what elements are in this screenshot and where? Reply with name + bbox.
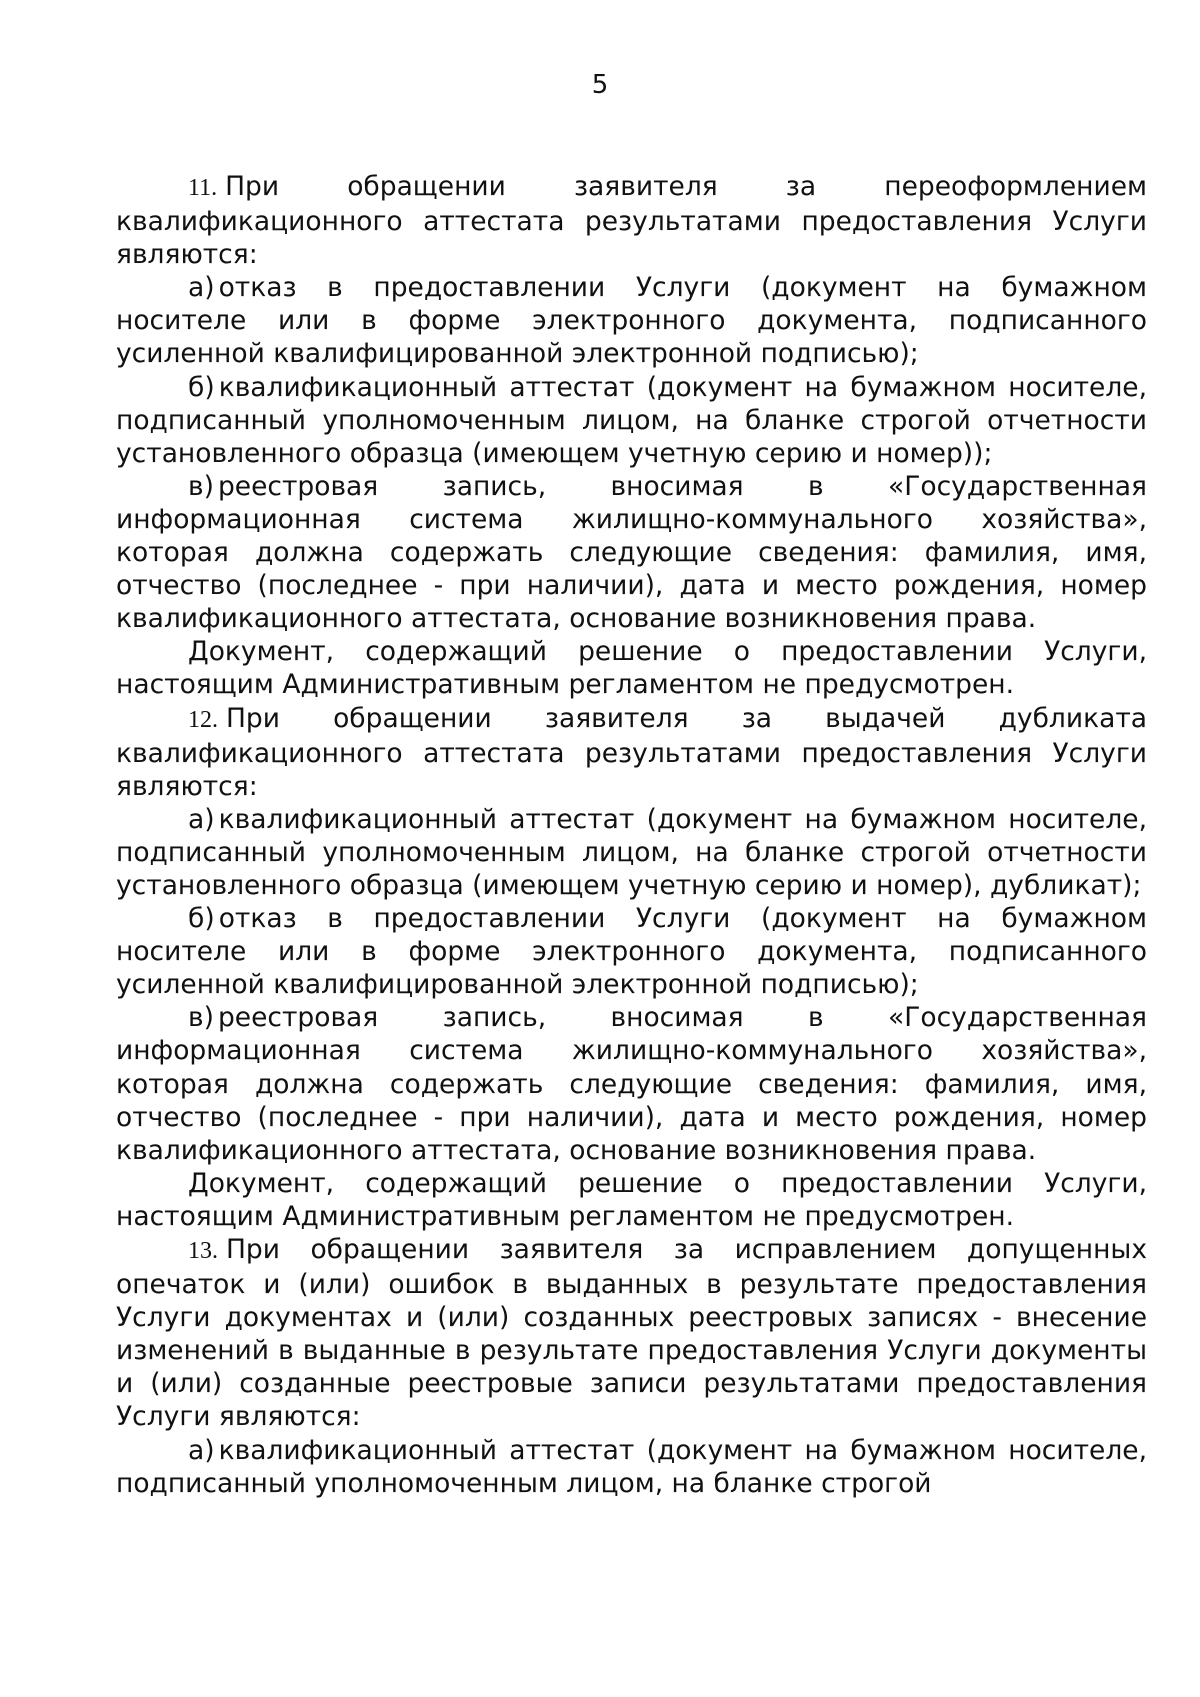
- document-body: [116, 170, 1147, 1500]
- subclause-marker: в): [188, 470, 214, 502]
- subclause-a: [116, 803, 1147, 902]
- subclause-b: [116, 371, 1147, 470]
- subclause-v: [116, 470, 1147, 635]
- page-number: 5: [591, 70, 609, 100]
- subclause-marker: а): [188, 803, 215, 835]
- subclause-text: отказ в предоставлении Услуги (документ на бумажном носителе или в форме электронного документа, подписанного усиленной квалифицированной электронной подписью);: [116, 272, 1147, 370]
- clause-number: 11.: [188, 175, 218, 201]
- note-text: Документ, содержащий решение о предоставлении Услуги, настоящим Административным регламентом не предусмотрен.: [116, 1167, 1147, 1232]
- subclause-text: реестровая запись, вносимая в «Государственная информационная система жилищно-коммунального хозяйства», которая должна содержать следующие сведения: фамилия, имя, отчество (последнее - при наличии), дата и место рождения, номер квалификационного аттестата, основание возникновения права.: [116, 470, 1147, 635]
- subclause-text: квалификационный аттестат (документ на бумажном носителе, подписанный уполномоченным лицом, на бланке строгой отчетности установленного образца (имеющем учетную серию и номер));: [116, 371, 1147, 469]
- clause-12: [116, 702, 1147, 803]
- note-text: Документ, содержащий решение о предоставлении Услуги, настоящим Административным регламентом не предусмотрен.: [116, 636, 1147, 701]
- note-paragraph: [116, 1167, 1147, 1233]
- subclause-marker: б): [188, 903, 215, 935]
- clause-11: [116, 170, 1147, 271]
- clause-text: При обращении заявителя за исправлением допущенных опечаток и (или) ошибок в выданных в результате предоставления Услуги документах и (или) созданных реестровых записях - внесение изменений в выданные в результате предоставления Услуги документы и (или) созданные реестровые записи результатами предоставления Услуги являются:: [116, 1234, 1147, 1433]
- subclause-a: [116, 271, 1147, 370]
- note-paragraph: [116, 635, 1147, 701]
- subclause-text: реестровая запись, вносимая в «Государственная информационная система жилищно-коммунального хозяйства», которая должна содержать следующие сведения: фамилия, имя, отчество (последнее - при наличии), дата и место рождения, номер квалификационного аттестата, основание возникновения права.: [116, 1002, 1147, 1166]
- subclause-marker: в): [188, 1002, 214, 1034]
- subclause-text: отказ в предоставлении Услуги (документ на бумажном носителе или в форме электронного документа, подписанного усиленной квалифицированной электронной подписью);: [116, 903, 1147, 1001]
- subclause-text: квалификационный аттестат (документ на бумажном носителе, подписанный уполномоченным лицом, на бланке строгой: [116, 1434, 1147, 1499]
- clause-number: 12.: [188, 706, 218, 733]
- subclause-marker: а): [188, 272, 215, 304]
- subclause-marker: б): [188, 371, 215, 403]
- clause-13: [116, 1233, 1147, 1434]
- subclause-v: [116, 1001, 1147, 1166]
- clause-text: При обращении заявителя за переоформлением квалификационного аттестата результатами предоставления Услуги являются:: [116, 171, 1147, 271]
- subclause-marker: а): [188, 1434, 215, 1466]
- clause-number: 13.: [188, 1238, 218, 1264]
- clause-text: При обращении заявителя за выдачей дубликата квалификационного аттестата результатами предоставления Услуги являются:: [116, 702, 1147, 802]
- subclause-b: [116, 902, 1147, 1001]
- subclause-text: квалификационный аттестат (документ на бумажном носителе, подписанный уполномоченным лицом, на бланке строгой отчетности установленного образца (имеющем учетную серию и номер), дубликат);: [116, 803, 1147, 901]
- subclause-a: [116, 1434, 1147, 1500]
